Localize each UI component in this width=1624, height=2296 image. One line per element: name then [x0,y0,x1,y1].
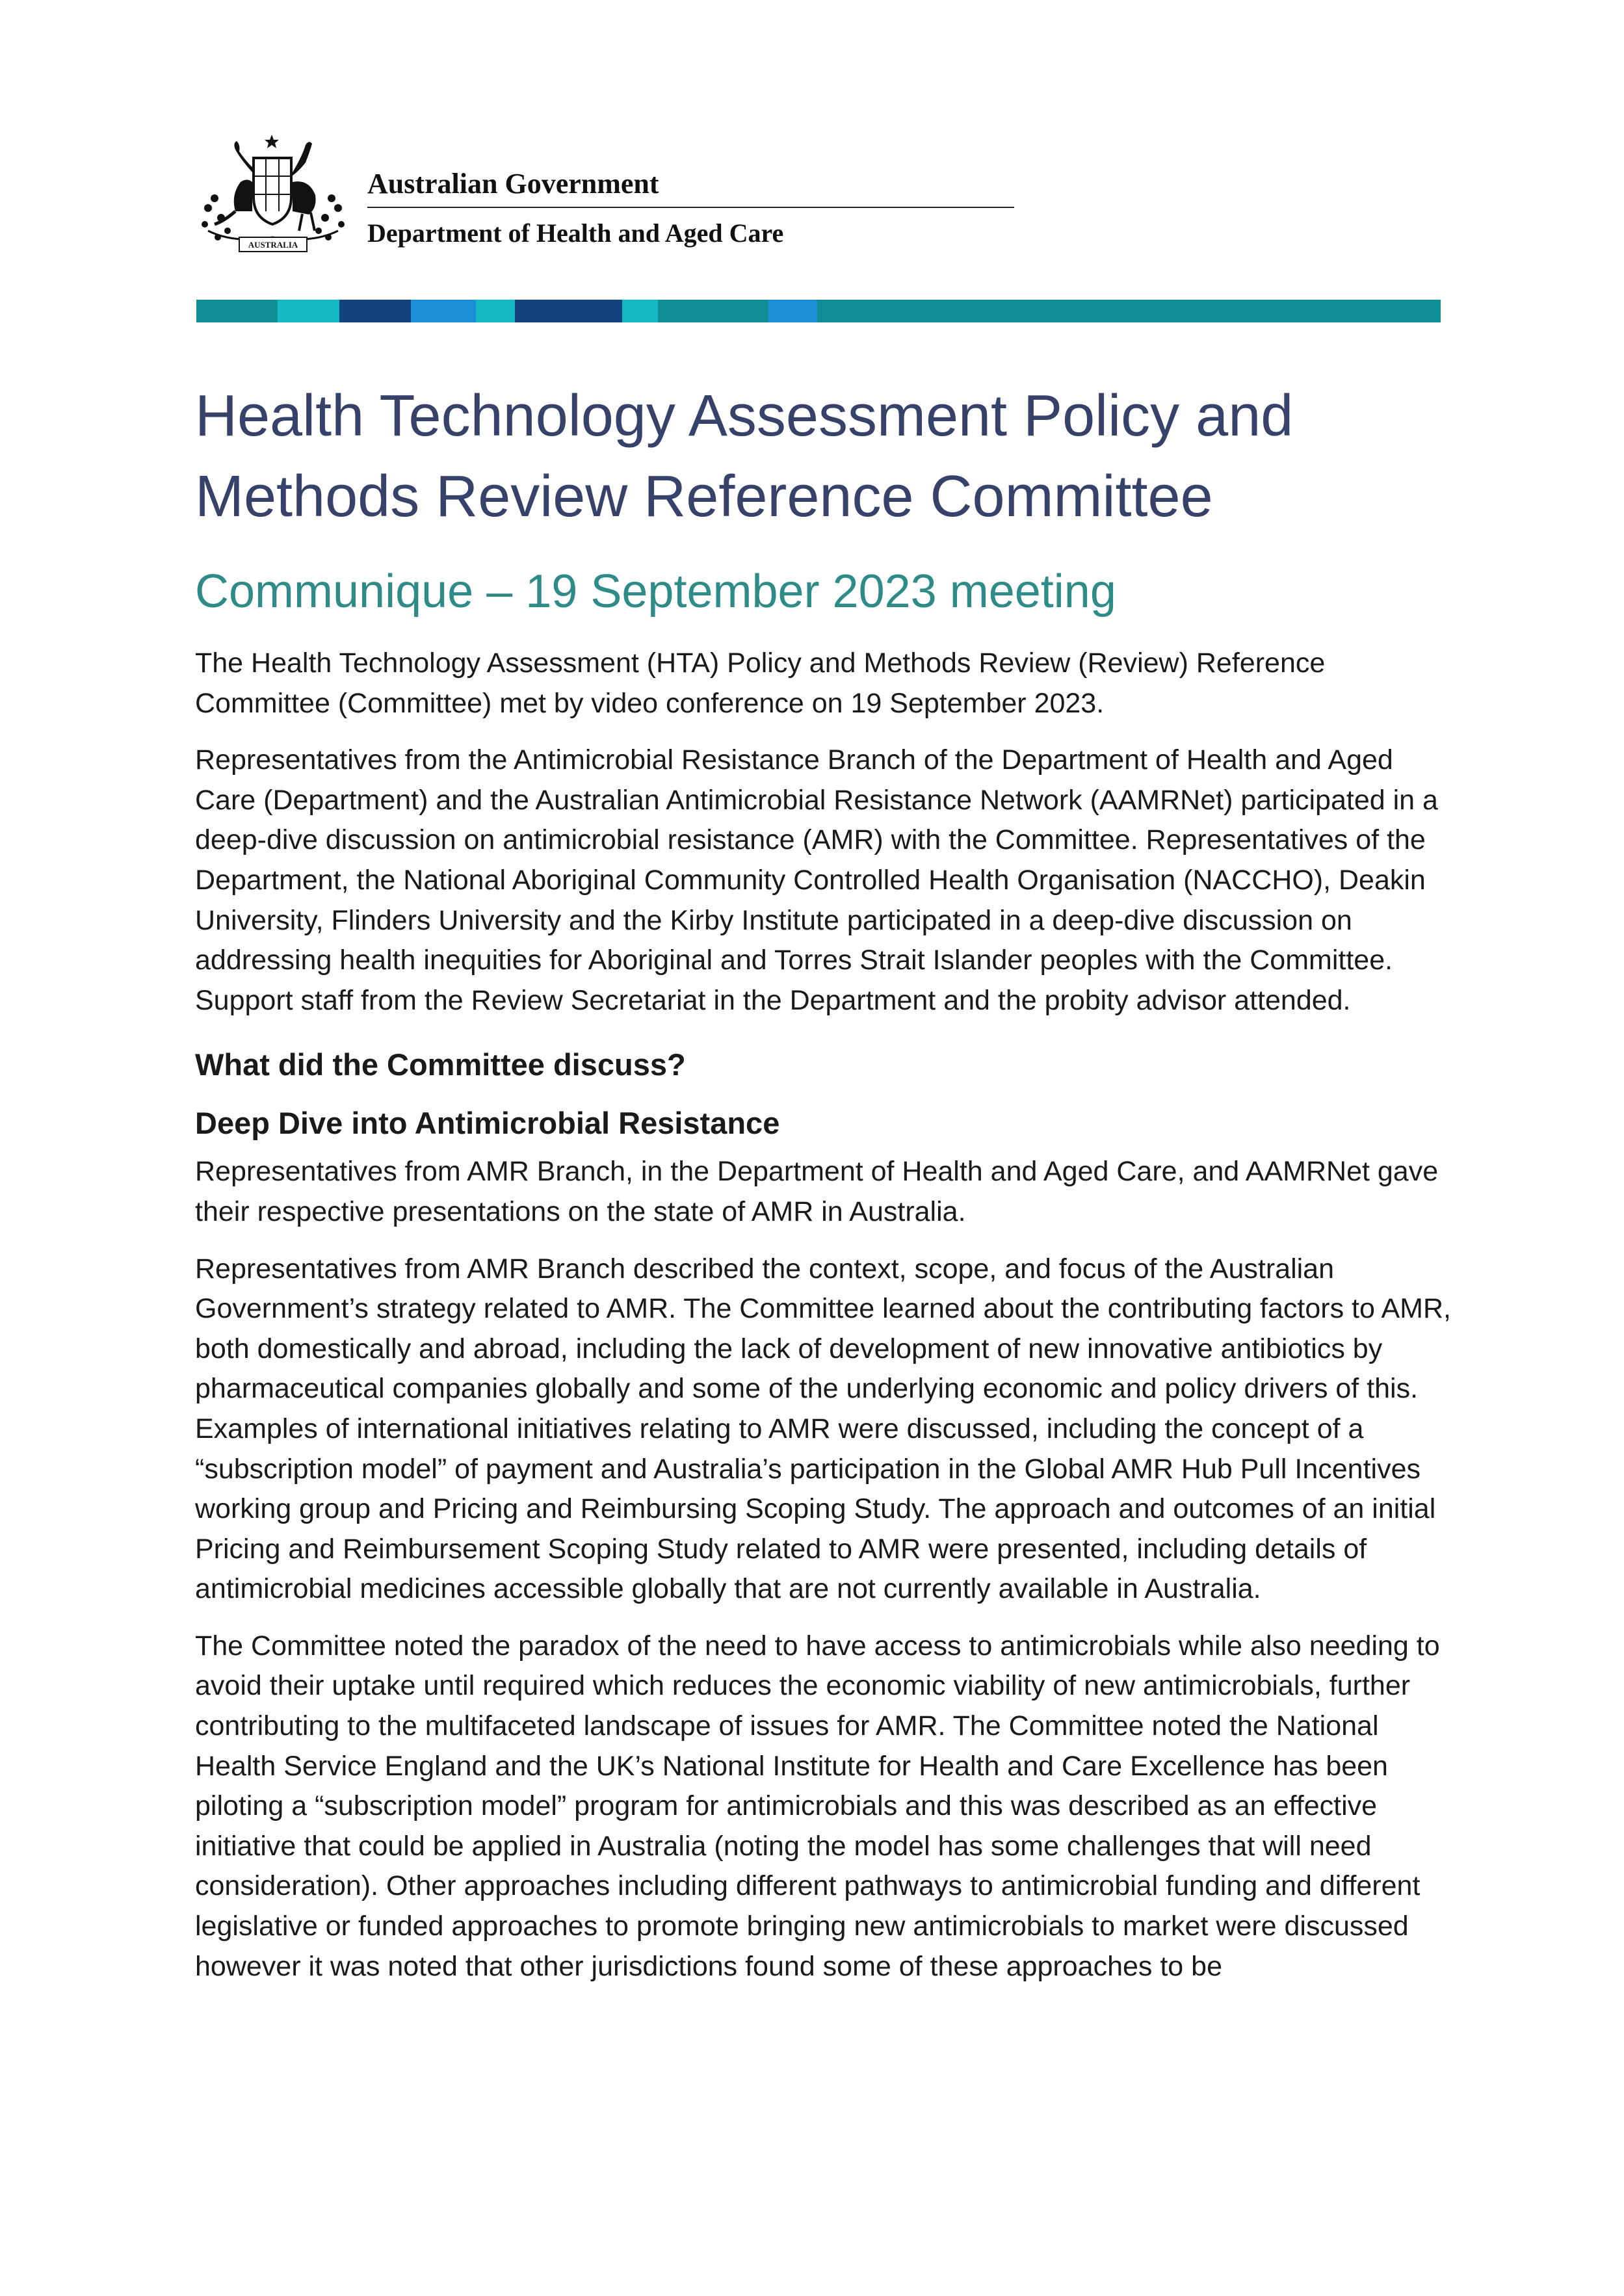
header-logo-block [195,133,845,257]
colour-band-segment [817,300,1441,322]
government-name: Australian Government [367,168,659,200]
colour-band-segment [658,300,768,322]
paragraph-meeting-intro: The Health Technology Assessment (HTA) Policy and Methods Review (Review) Reference Committee (Committee) met by video conference on 19 September 2023. [195,647,1326,719]
colour-band-segment [622,300,658,322]
header-divider [367,207,1014,208]
subsection-heading-amr: Deep Dive into Antimicrobial Resistance [195,1106,780,1141]
colour-band-segment [476,300,515,322]
paragraph-amr-strategy: Representatives from AMR Branch described the context, scope, and focus of the Australian Government’s strategy related to AMR. The Committee learned about the contributing factors to AMR, both domestically and abroad, including the lack of development of new innovative antibiotics by pharmaceutical companies globally and some of the underlying economic and policy drivers of this. Examples of international initiatives relating to AMR were discussed, including the concept of a “subscription model” of payment and Australia’s participation in the Global AMR Hub Pull Incentives working group and Pricing and Reimbursing Scoping Study. The approach and outcomes of an initial Pricing and Reimbursement Scoping Study related to AMR were presented, including details of antimicrobial medicines accessible globally that are not currently available in Australia. [195,1253,1451,1605]
section-heading-discussion: What did the Committee discuss? [195,1047,686,1082]
page-title: Health Technology Assessment Policy and Methods Review Reference Committee [195,384,1294,529]
colour-band-segment [411,300,476,322]
colour-band-segment [515,300,622,322]
page-subtitle: Communique – 19 September 2023 meeting [195,566,1116,618]
paragraph-amr-paradox: The Committee noted the paradox of the need to have access to antimicrobials while also needing to avoid their uptake until required which reduces the economic viability of new antimicrobials, further contributing to the multifaceted landscape of issues for AMR. The Committee noted the National Health Service England and the UK’s National Institute for Health and Care Excellence has been piloting a “subscription model” program for antimicrobials and this was described as an effective initiative that could be applied in Australia (noting the model has some challenges that will need consideration). Other approaches including different pathways to antimicrobial funding and different legislative or funded approaches to promote bringing new antimicrobials to market were discussed however it was noted that other jurisdictions found some of these approaches to be [195,1630,1440,1982]
colour-band-segment [278,300,339,322]
colour-band [196,300,1441,322]
coat-of-arms-icon [195,133,351,257]
paragraph-attendees: Representatives from the Antimicrobial Resistance Branch of the Department of Health and Aged Care (Department) and the Australian Antimicrobial Resistance Network (AAMRNet) participated in a deep-dive discussion on antimicrobial resistance (AMR) with the Committee. Representatives of the Department, the National Aboriginal Community Controlled Health Organisation (NACCHO), Deakin University, Flinders University and the Kirby Institute participated in a deep-dive discussion on addressing health inequities for Aboriginal and Torres Strait Islander peoples with the Committee. Support staff from the Review Secretariat in the Department and the probity advisor attended. [195,744,1438,1016]
document-body [195,644,1456,2003]
colour-band-segment [339,300,411,322]
colour-band-segment [196,300,278,322]
paragraph-amr-presentations: Representatives from AMR Branch, in the Department of Health and Aged Care, and AAMRNet gave their respective presentations on the state of AMR in Australia. [195,1156,1439,1227]
crest-scroll-text: AUSTRALIA [248,240,298,250]
department-name: Department of Health and Aged Care [367,218,784,248]
colour-band-segment [768,300,817,322]
